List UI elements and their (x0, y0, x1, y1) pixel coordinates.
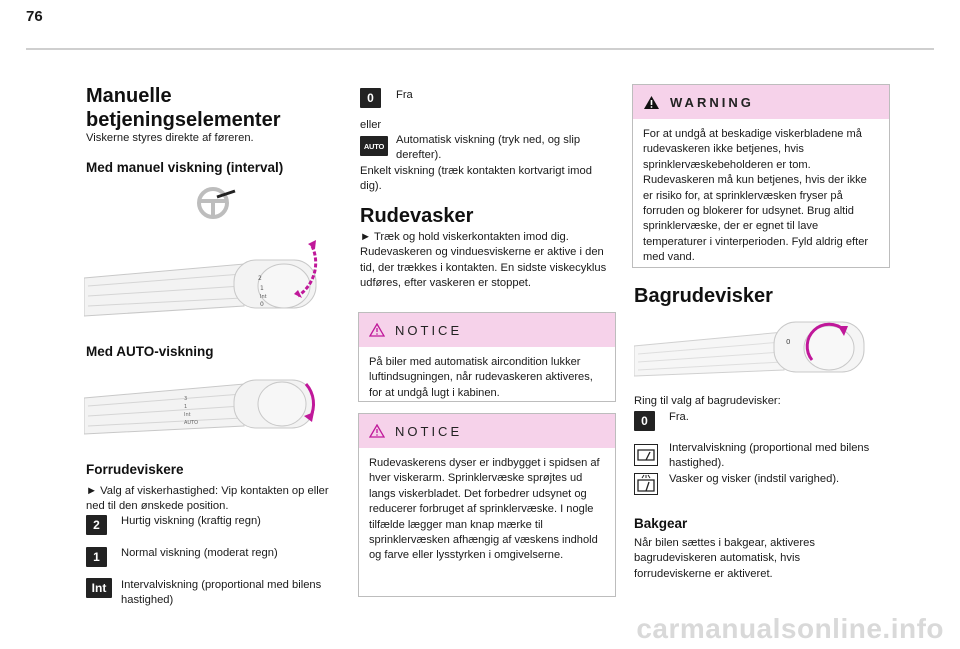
rear-washer-text: Vasker og visker (indstil varighed). (669, 473, 840, 485)
interval-icon (634, 444, 658, 466)
warning-body: For at undgå at beskadige viskerbladene må rudevaskeren ikke betjenes, hvis sprinklervæskebeholderen er tom. Rudevaskeren må kun betjenes, hvis der ikke er risiko for, at sprinklervæsken fryser på forruden og blokerer for udsynet. Brug altid sprinklervæske, der er egnet til lave temperaturer i vinterperioden. Fyld aldrig efter med vand. (643, 128, 869, 264)
rear-off-text: Fra. (669, 411, 689, 423)
badge-rear-off: 0 (634, 411, 655, 431)
notice-body: Rudevaskerens dyser er indbygget i spidsen af hver viskerarm. Sprinklervæske sprøjtes ud langs viskerbladet. Det forbedrer udsynet og reducerer forbruget af sprinklervæske. I nogle tilfælde lægger man knap mærke til sprinklervæsken afhængig af væskens indhold og farve eller lysstyrken i omgivelserne. (369, 457, 600, 562)
item-interval-wipe: Intervalviskning (proportional med bilens hastighed) (121, 579, 322, 607)
heading-reverse-gear: Bakgear (634, 516, 688, 531)
notice-body: På biler med automatisk aircondition lukker luftindsugningen, når rudevaskeren aktiveres, for at undgå lugt i kabinen. (369, 356, 593, 399)
caution-triangle-icon (369, 323, 385, 337)
badge-auto: AUTO (360, 136, 388, 156)
warning-title: WARNING (670, 94, 754, 110)
svg-text:Int: Int (260, 294, 267, 300)
notice-box-nozzles (358, 413, 616, 597)
svg-text:Int: Int (184, 412, 191, 418)
rear-intro-text: Ring til valg af bagrudevisker: (634, 395, 781, 407)
svg-text:AUTO: AUTO (184, 420, 199, 426)
or-text: eller (360, 119, 382, 131)
warning-box (632, 84, 890, 268)
item-normal-wipe: Normal viskning (moderat regn) (121, 547, 278, 559)
intro-text: Viskerne styres direkte af føreren. (86, 132, 254, 144)
notice-title: NOTICE (395, 423, 463, 439)
svg-text:2: 2 (258, 275, 262, 282)
notice-header (359, 414, 615, 448)
heading-washer: Rudevasker (360, 205, 474, 227)
rear-interval-text: Intervalviskning (proportional med bilens hastighed). (669, 442, 870, 470)
heading-front-wipers: Forrudeviskere (86, 462, 184, 477)
badge-int: Int (86, 578, 112, 598)
caution-triangle-icon (369, 424, 385, 438)
svg-text:3: 3 (184, 396, 188, 402)
badge-speed-2: 2 (86, 515, 107, 535)
rear-wiper-stalk-illustration (634, 312, 874, 382)
washer-icon (634, 473, 658, 495)
warning-triangle-icon (643, 95, 660, 110)
svg-text:0: 0 (786, 338, 791, 346)
off-text: Fra (396, 89, 413, 101)
svg-text:0: 0 (260, 301, 264, 308)
notice-header (359, 313, 615, 347)
badge-off: 0 (360, 88, 381, 108)
section-title-line1: Manuelle (86, 85, 172, 107)
warning-header (633, 85, 889, 119)
wiper-stalk-interval-illustration (84, 236, 319, 326)
section-title-line2: betjeningselementer (86, 109, 281, 131)
reverse-gear-text: Når bilen sættes i bakgear, aktiveres bagrudeviskeren automatisk, hvis forrudeviskerne er aktiveret. (634, 537, 815, 580)
watermark: carmanualsonline.info (636, 613, 944, 644)
page-number: 76 (26, 8, 43, 25)
notice-box-aircondition (358, 312, 616, 402)
item-fast-wipe: Hurtig viskning (kraftig regn) (121, 515, 261, 527)
svg-text:1: 1 (260, 285, 264, 292)
badge-speed-1: 1 (86, 547, 107, 567)
washer-text: ► Træk og hold viskerkontakten imod dig. Rudevaskeren og vinduesviskerne er aktive i den tid, der trækkes i kontakten. En sidste viskecyklus udføres, efter vaskeren er stoppet. (360, 231, 607, 290)
heading-interval: Med manuel viskning (interval) (86, 160, 284, 175)
notice-title: NOTICE (395, 322, 463, 338)
auto-wipe-text: Automatisk viskning (tryk ned, og slip derefter). (396, 134, 581, 162)
heading-auto: Med AUTO-viskning (86, 344, 214, 359)
single-wipe-text: Enkelt viskning (træk kontakten kortvarigt imod dig). (360, 165, 592, 193)
steering-wheel-icon (195, 185, 237, 219)
svg-text:1: 1 (184, 404, 188, 410)
heading-rear-wiper: Bagrudevisker (634, 285, 773, 307)
header-divider (26, 48, 934, 50)
wiper-stalk-auto-illustration (84, 370, 319, 440)
front-wiper-instruction: ► Valg af viskerhastighed: Vip kontakten op eller ned til den ønskede position. (86, 485, 329, 513)
